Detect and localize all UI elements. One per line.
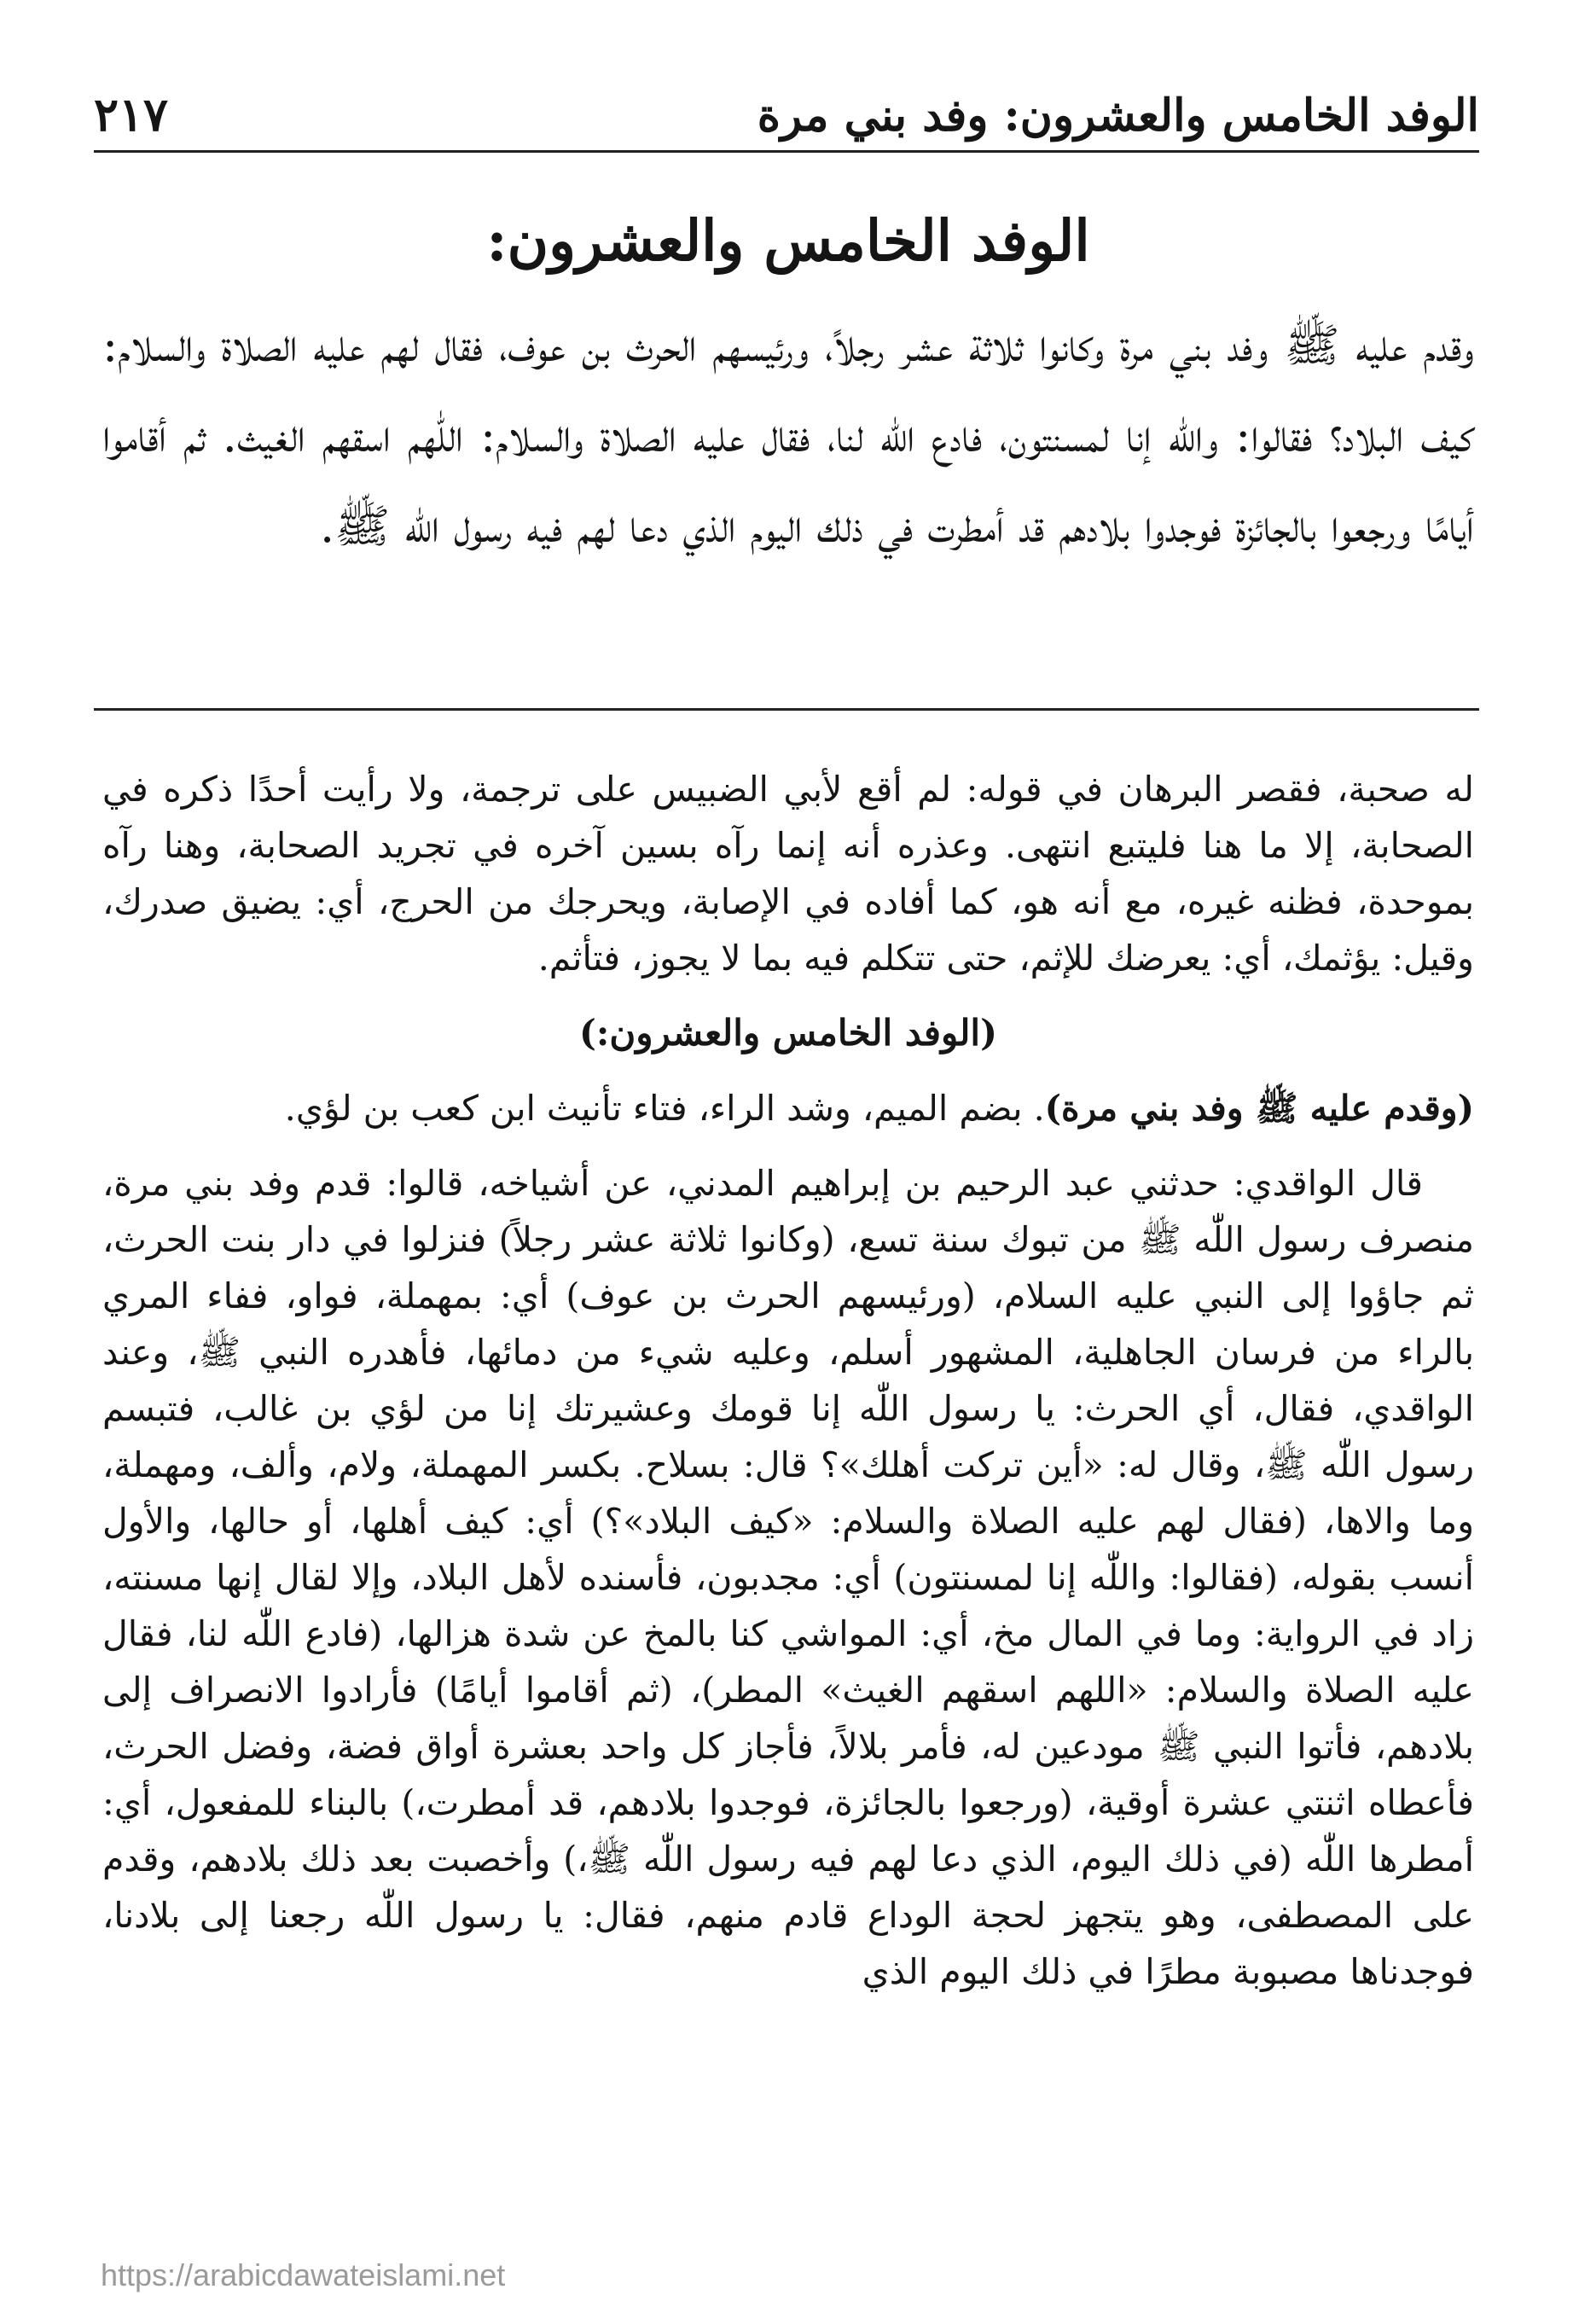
commentary-paragraph-1: له صحبة، فقصر البرهان في قوله: لم أقع لأبي الضبيس على ترجمة، ولا رأيت أحدًا ذكره في الصحابة، إلا ما هنا فليتبع انتهى. وعذره أنه إنما رآه بسين آخره في تجريد الصحابة، وهنا رآه بموحدة، فظنه غيره، مع أنه هو، كما أفاده في الإصابة، ويحرجك من الحرج، أي: يضيق صدرك، وقيل: يؤثمك، أي: يعرضك للإثم، حتى تتكلم فيه بما لا يجوز، فتأثم. xyxy=(102,769,1474,979)
page-number: ٢١٧ xyxy=(94,87,169,142)
lemma-explanation: . بضم الميم، وشد الراء، فتاء تأنيث ابن كعب بن لؤي. xyxy=(284,1088,1045,1129)
main-paragraph: وقدم عليه ﷺ وفد بني مرة وكانوا ثلاثة عشر رجلاً، ورئيسهم الحرث بن عوف، فقال لهم عليه الصلاة والسلام: كيف البلاد؟ فقالوا: والله إنا لمسنتون، فادع الله لنا، فقال عليه الصلاة والسلام: اللّٰهم اسقهم الغيث. ثم أقاموا أيامًا ورجعوا بالجائزة فوجدوا بلادهم قد أمطرت في ذلك اليوم الذي دعا لهم فيه رسول الله ﷺ. xyxy=(102,318,1474,553)
commentary-block xyxy=(102,761,1474,2019)
header-rule xyxy=(94,150,1479,153)
commentary-lemma xyxy=(102,1080,1474,1136)
main-text-block xyxy=(102,198,1474,572)
running-header xyxy=(94,82,1479,142)
running-header-title: الوفد الخامس والعشرون: وفد بني مرة xyxy=(757,90,1479,142)
commentary-paragraph-2: قال الواقدي: حدثني عبد الرحيم بن إبراهيم المدني، عن أشياخه، قالوا: قدم وفد بني مرة، منصرف رسول اللّٰه ﷺ من تبوك سنة تسع، (وكانوا ثلاثة عشر رجلاً) فنزلوا في دار بنت الحرث، ثم جاؤوا إلى النبي عليه السلام، (ورئيسهم الحرث بن عوف) أي: بمهملة، فواو، ففاء المري بالراء من فرسان الجاهلية، المشهور أسلم، وعليه شيء من دمائها، فأهدره النبي ﷺ، وعند الواقدي، فقال، أي الحرث: يا رسول اللّٰه إنا قومك وعشيرتك إنا من لؤي بن غالب، فتبسم رسول اللّٰه ﷺ، وقال له: «أين تركت أهلك»؟ قال: بسلاح. بكسر المهملة، ولام، وألف، ومهملة، وما والاها، (فقال لهم عليه الصلاة والسلام: «كيف البلاد»؟) أي: كيف أهلها، أو حالها، والأول أنسب بقوله، (فقالوا: واللّٰه إنا لمسنتون) أي: مجدبون، فأسنده لأهل البلاد، وإلا لقال إنها مسنته، زاد في الرواية: وما في المال مخ، أي: المواشي كنا بالمخ عن شدة هزالها، (فادع اللّٰه لنا، فقال عليه الصلاة والسلام: «اللهم اسقهم الغيث» المطر)، (ثم أقاموا أيامًا) فأرادوا الانصراف إلى بلادهم، فأتوا النبي ﷺ مودعين له، فأمر بلالاً، فأجاز كل واحد بعشرة أواق فضة، وفضل الحرث، فأعطاه اثنتي عشرة أوقية، (ورجعوا بالجائزة، فوجدوا بلادهم، قد أمطرت،) بالبناء للمفعول، أي: أمطرها اللّٰه (في ذلك اليوم، الذي دعا لهم فيه رسول اللّٰه ﷺ،) وأخصبت بعد ذلك بلادهم، وقدم على المصطفى، وهو يتجهز لحجة الوداع قادم منهم، فقال: يا رسول اللّٰه رجعنا إلى بلادنا، فوجدناها مصبوبة مطرًا في ذلك اليوم الذي xyxy=(102,1163,1474,1992)
commentary-heading: (الوفد الخامس والعشرون:) xyxy=(579,1012,997,1054)
footnote-rule xyxy=(94,708,1479,711)
section-title: الوفد الخامس والعشرون: xyxy=(486,207,1090,274)
watermark-url: https://arabicdawateislami.net xyxy=(101,2257,506,2292)
lemma-quote: (وقدم عليه ﷺ وفد بني مرة) xyxy=(1044,1088,1474,1129)
